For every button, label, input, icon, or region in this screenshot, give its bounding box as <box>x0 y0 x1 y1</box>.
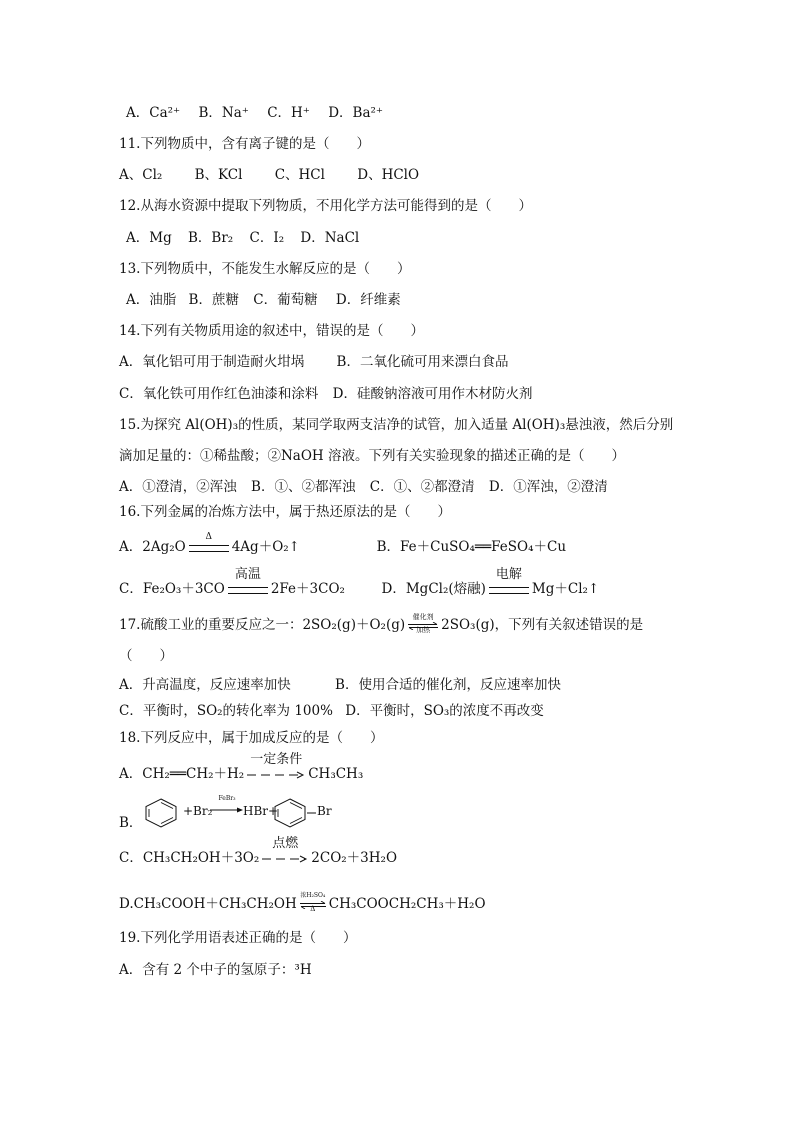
q17-options-row2 <box>119 701 544 721</box>
q16-stem: 16.下列金属的冶炼方法中，属于热还原法的是（ ） <box>119 504 451 520</box>
q18-c-arrow <box>262 835 308 869</box>
q11-option-d: D、HClO <box>357 167 420 183</box>
dashed-arrow-icon <box>262 855 308 863</box>
q13-stem: 13.下列物质中，不能发生水解反应的是（ ） <box>119 261 411 277</box>
q18-c-condition-label: 点燃 <box>272 835 299 851</box>
q16-d-condition-label: 电解 <box>495 566 522 582</box>
q16-c-condition-label: 高温 <box>234 566 261 582</box>
q10-option-c: C．H⁺ <box>267 105 310 121</box>
q15-stem-line2: 滴加足量的：①稀盐酸；②NaOH 溶液。下列有关实验现象的描述正确的是（ ） <box>119 448 625 464</box>
q16-option-c <box>119 566 349 597</box>
q18-b-bromine: +Br₂ <box>183 804 213 818</box>
q18-d-equilibrium-arrow <box>300 891 326 915</box>
q13-options <box>126 290 401 310</box>
q14-option-b: B．二氧化硫可用来漂白食品 <box>336 354 509 370</box>
q16-c-reactant: C．Fe₂O₃＋3CO <box>119 581 225 597</box>
q17-option-b: B．使用合适的催化剂，反应速率加快 <box>335 677 561 693</box>
q10-options <box>126 103 383 123</box>
q12-option-c: C．I₂ <box>249 230 285 246</box>
q17-option-d: D．平衡时，SO₃的浓度不再改变 <box>345 703 544 719</box>
q14-option-a: A．氧化铝可用于制造耐火坩埚 <box>119 354 305 370</box>
q18-a-arrow <box>247 751 305 785</box>
q15-options <box>119 477 608 497</box>
dashed-arrow-icon <box>247 771 305 779</box>
q18-option-a <box>119 751 364 785</box>
q16-d-product: Mg＋Cl₂↑ <box>531 581 600 597</box>
q18-d-products: CH₃COOCH₂CH₃＋H₂O <box>328 896 486 912</box>
q14-option-d: D．硅酸钠溶液可用作木材防火剂 <box>332 386 533 402</box>
q17-stem-reactants: 17.硫酸工业的重要反应之一：2SO₂(g)＋O₂(g) <box>119 617 406 633</box>
q17-paren: （ ） <box>119 648 173 664</box>
q13-option-b: B．蔗糖 <box>188 292 239 308</box>
q18-d-heat-label: Δ <box>310 904 316 913</box>
q16-options-row1 <box>119 531 567 558</box>
q18-d-reactants: D.CH₃COOH＋CH₃CH₂OH <box>119 896 297 912</box>
q12-options <box>126 228 359 248</box>
q11-option-b: B、KCl <box>194 167 243 183</box>
q16-a-condition <box>189 531 229 558</box>
q18-b-catalyst-label: FeBr₃ <box>218 795 236 802</box>
q16-option-b: B．Fe＋CuSO₄══FeSO₄＋Cu <box>376 539 567 555</box>
q13-option-c: C．葡萄糖 <box>253 292 318 308</box>
q16-option-a <box>119 531 304 555</box>
q18-b-label: B． <box>119 815 143 831</box>
q11-options <box>119 165 419 185</box>
q16-d-reactant: D．MgCl₂(熔融) <box>381 581 486 597</box>
benzene-ring-icon <box>143 798 179 828</box>
q13-option-a: A．油脂 <box>126 292 177 308</box>
q18-c-reactants: C．CH₃CH₂OH＋3O₂ <box>119 850 260 866</box>
q15-stem-line1: 15.为探究 Al(OH)₃的性质，某同学取两支洁净的试管，加入适量 Al(OH)₃悬浊液，然后分别 <box>119 417 674 433</box>
bond-line-icon <box>307 811 317 815</box>
q18-b-bromo-group: Br <box>317 804 332 818</box>
q17-stem <box>119 612 644 636</box>
q12-option-a: A．Mg <box>126 230 172 246</box>
q18-option-b <box>119 813 142 833</box>
q17-catalyst-label: 催化剂 <box>412 612 434 621</box>
q18-a-condition-label: 一定条件 <box>250 751 303 767</box>
q15-option-d: D．①浑浊，②澄清 <box>488 479 608 495</box>
q16-c-product: 2Fe＋3CO₂ <box>270 581 345 597</box>
q10-option-d: D．Ba²⁺ <box>328 105 384 121</box>
q17-heat-label: 加热 <box>416 625 431 634</box>
q17-option-a: A．升高温度，反应速率加快 <box>119 677 291 693</box>
q15-option-c: C．①、②都澄清 <box>369 479 475 495</box>
q17-options-row1 <box>119 675 561 695</box>
q16-option-d <box>381 566 600 597</box>
q18-option-c <box>119 835 398 869</box>
q15-option-b: B．①、②都浑浊 <box>251 479 356 495</box>
q19-stem: 19.下列化学用语表述正确的是（ ） <box>119 930 357 946</box>
q19-option-a: A．含有 2 个中子的氢原子：³H <box>119 962 312 978</box>
q16-d-condition <box>489 566 529 600</box>
q16-a-product: 4Ag＋O₂↑ <box>231 539 300 555</box>
q12-option-d: D．NaCl <box>300 230 360 246</box>
q16-a-reactant: A．2Ag₂O <box>119 539 186 555</box>
q16-a-condition-label: Δ <box>205 531 212 542</box>
q12-stem: 12.从海水资源中提取下列物质，不用化学方法可能得到的是（ ） <box>119 198 532 214</box>
q14-option-c: C．氧化铁可用作红色油漆和涂料 <box>119 386 319 402</box>
q18-b-equation <box>143 796 343 832</box>
q16-c-condition <box>228 566 268 600</box>
q18-a-reactants: A．CH₂══CH₂＋H₂ <box>119 766 245 782</box>
arrow-icon <box>210 806 244 814</box>
benzene-ring-icon <box>272 798 308 828</box>
q14-options-row2 <box>119 384 532 404</box>
q17-stem-products: 2SO₃(g)，下列有关叙述错误的是 <box>441 617 644 633</box>
q14-stem: 14.下列有关物质用途的叙述中，错误的是（ ） <box>119 323 424 339</box>
q10-option-a: A．Ca²⁺ <box>126 105 181 121</box>
q11-option-c: C、HCl <box>274 167 325 183</box>
q17-equilibrium-arrow <box>408 612 438 636</box>
q14-options-row1 <box>119 352 508 372</box>
q13-option-d: D．纤维素 <box>335 292 401 308</box>
q11-option-a: A、Cl₂ <box>119 167 163 183</box>
q12-option-b: B．Br₂ <box>188 230 234 246</box>
q18-stem: 18.下列反应中，属于加成反应的是（ ） <box>119 730 384 746</box>
q18-b-hbr: HBr+ <box>243 804 279 818</box>
q18-d-catalyst-label: 浓H₂SO₄ <box>300 891 326 899</box>
q16-options-row2 <box>119 566 600 600</box>
q10-option-b: B．Na⁺ <box>198 105 249 121</box>
q18-c-products: 2CO₂＋3H₂O <box>311 850 398 866</box>
q15-option-a: A．①澄清，②浑浊 <box>119 479 237 495</box>
q17-option-c: C．平衡时，SO₂的转化率为 100% <box>119 703 333 719</box>
q18-a-product: CH₃CH₃ <box>308 766 364 782</box>
q18-option-d <box>119 891 486 915</box>
q11-stem: 11.下列物质中，含有离子键的是（ ） <box>119 136 370 152</box>
